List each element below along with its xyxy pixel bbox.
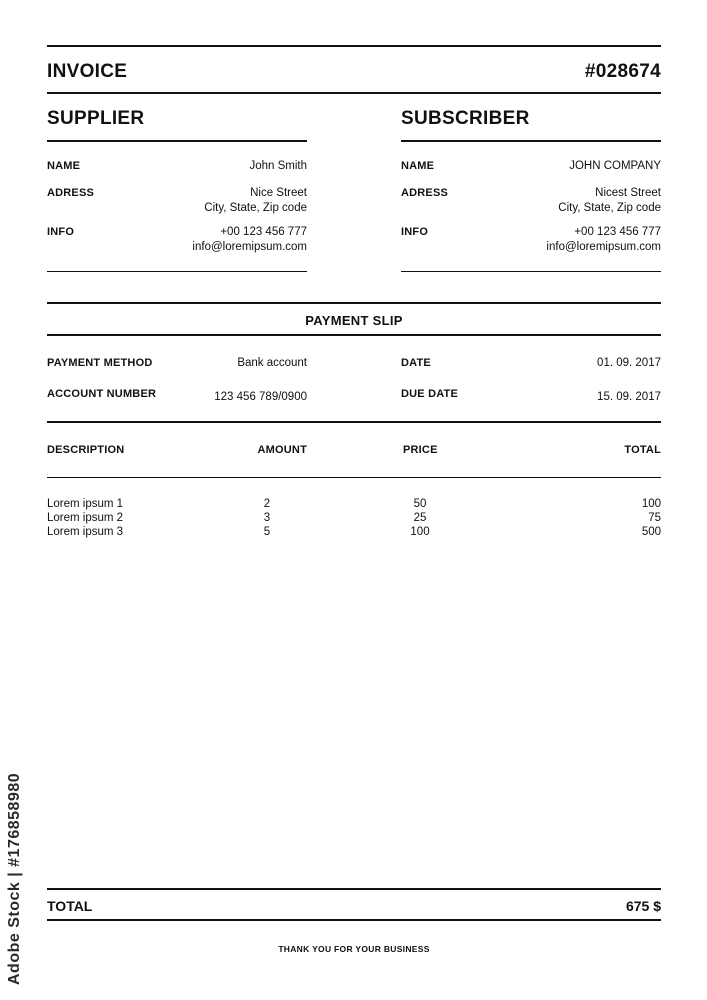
total-top-rule (47, 888, 661, 890)
row-price: 50 (413, 498, 427, 510)
subscriber-heading: SUBSCRIBER (401, 108, 530, 129)
payment-top-rule (47, 302, 661, 304)
payment-method-label: PAYMENT METHOD (47, 357, 153, 369)
table-row (47, 498, 661, 512)
invoice-number: #028674 (584, 61, 661, 82)
row-total: 75 (648, 512, 661, 524)
supplier-info-label: INFO (47, 226, 75, 238)
subscriber-address-line1: Nicest Street (595, 187, 661, 199)
date-label: DATE (401, 357, 431, 369)
row-amount: 3 (263, 512, 271, 524)
row-description: Lorem ipsum 1 (47, 498, 124, 510)
subscriber-info-label: INFO (401, 226, 429, 238)
supplier-name: John Smith (249, 160, 307, 172)
total-bottom-rule (47, 919, 661, 921)
table-row (47, 512, 661, 526)
due-date-label: DUE DATE (401, 388, 459, 400)
stock-watermark: Adobe Stock | #176858980 (6, 772, 23, 985)
supplier-rule (47, 140, 307, 142)
table-row (47, 526, 661, 540)
row-total: 100 (641, 498, 661, 510)
invoice-title: INVOICE (47, 61, 128, 82)
total-label: TOTAL (47, 898, 93, 914)
col-price: PRICE (403, 444, 438, 456)
row-total: 500 (641, 526, 661, 538)
account-number: 123 456 789/0900 (214, 391, 307, 403)
supplier-bottom-rule (47, 271, 307, 272)
payment-bottom-rule (47, 421, 661, 423)
col-description: DESCRIPTION (47, 444, 125, 456)
subscriber-bottom-rule (401, 271, 661, 272)
supplier-address-line1: Nice Street (250, 187, 307, 199)
subscriber-name: JOHN COMPANY (569, 160, 661, 172)
top-rule (47, 45, 661, 47)
supplier-heading: SUPPLIER (47, 108, 145, 129)
account-number-label: ACCOUNT NUMBER (47, 388, 157, 400)
header-rule (47, 92, 661, 94)
payment-heading: PAYMENT SLIP (305, 313, 403, 328)
subscriber-rule (401, 140, 661, 142)
subscriber-address-label: ADRESS (401, 187, 449, 199)
date-value: 01. 09. 2017 (597, 357, 661, 369)
row-amount: 5 (263, 526, 271, 538)
row-price: 100 (410, 526, 430, 538)
supplier-name-label: NAME (47, 160, 81, 172)
row-description: Lorem ipsum 2 (47, 512, 124, 524)
subscriber-name-label: NAME (401, 160, 435, 172)
col-total: TOTAL (624, 444, 661, 456)
col-amount: AMOUNT (257, 444, 307, 456)
row-price: 25 (413, 512, 427, 524)
subscriber-email[interactable]: info@loremipsum.com (546, 241, 661, 253)
subscriber-phone: +00 123 456 777 (574, 226, 661, 238)
supplier-phone: +00 123 456 777 (220, 226, 307, 238)
subscriber-address-line2: City, State, Zip code (558, 202, 661, 214)
row-description: Lorem ipsum 3 (47, 526, 124, 538)
table-header-rule (47, 477, 661, 478)
thank-you-note: THANK YOU FOR YOUR BUSINESS (278, 944, 430, 954)
supplier-email[interactable]: info@loremipsum.com (192, 241, 307, 253)
due-date-value: 15. 09. 2017 (597, 391, 661, 403)
payment-header-rule (47, 334, 661, 336)
payment-method: Bank account (237, 357, 307, 369)
total-value: 675 $ (625, 898, 661, 914)
supplier-address-label: ADRESS (47, 187, 95, 199)
supplier-address-line2: City, State, Zip code (204, 202, 307, 214)
row-amount: 2 (263, 498, 271, 510)
